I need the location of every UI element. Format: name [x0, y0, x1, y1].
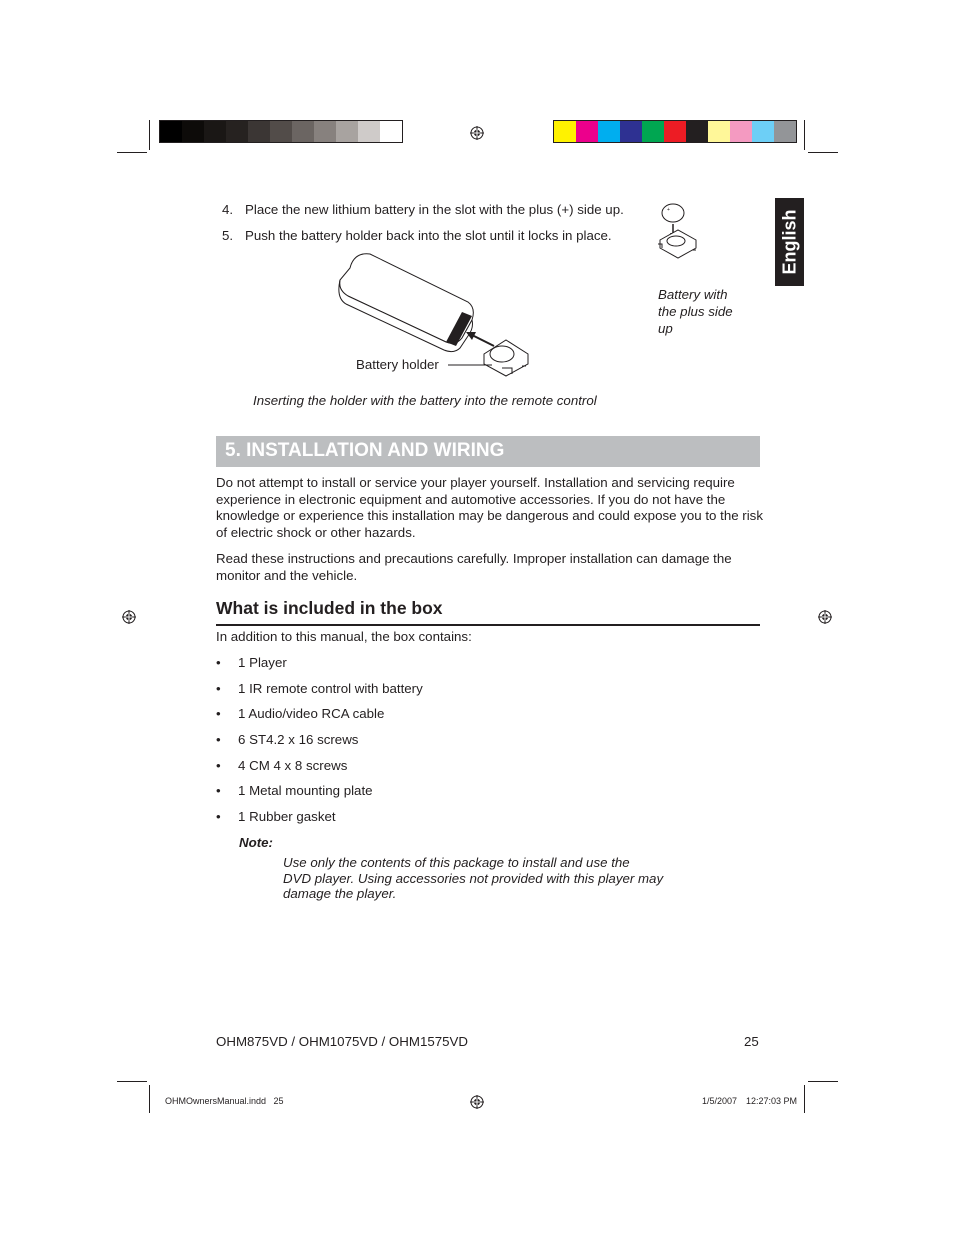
list-item — [216, 681, 423, 696]
color-swatch — [620, 121, 642, 142]
color-swatch — [730, 121, 752, 142]
list-item-text: 1 IR remote control with battery — [238, 681, 423, 696]
svg-text:+: + — [667, 207, 670, 213]
crop-mark — [149, 1085, 150, 1113]
bullet-icon: • — [216, 681, 221, 696]
list-item-text: 1 Rubber gasket — [238, 809, 336, 824]
registration-mark-icon — [122, 610, 136, 624]
color-swatch — [664, 121, 686, 142]
figure-caption: Inserting the holder with the battery into the remote control — [253, 393, 597, 408]
battery-holder-label: Battery holder — [356, 357, 439, 372]
list-item — [216, 783, 373, 798]
color-swatch — [598, 121, 620, 142]
subheading: What is included in the box — [216, 598, 443, 618]
color-swatch — [160, 121, 182, 142]
crop-mark — [808, 152, 838, 153]
section-heading-bar — [216, 436, 760, 467]
subheading-rule — [216, 624, 760, 626]
color-swatch — [270, 121, 292, 142]
language-tab — [775, 198, 804, 286]
list-item — [216, 655, 287, 670]
step-item — [222, 202, 624, 217]
list-item-text: 4 CM 4 x 8 screws — [238, 758, 348, 773]
side-caption-line: Battery with — [658, 287, 728, 302]
bullet-icon: • — [216, 732, 221, 747]
step-text: Place the new lithium battery in the slot with the plus (+) side up. — [245, 202, 624, 217]
side-caption-line: up — [658, 321, 673, 336]
color-swatch — [248, 121, 270, 142]
color-swatch — [708, 121, 730, 142]
registration-mark-icon — [470, 1095, 484, 1109]
crop-mark — [808, 1081, 838, 1082]
list-item-text: 6 ST4.2 x 16 screws — [238, 732, 359, 747]
color-swatch — [774, 121, 796, 142]
note-line: Use only the contents of this package to install and use the — [283, 855, 630, 870]
language-tab-label: English — [779, 209, 799, 275]
color-swatch — [292, 121, 314, 142]
process-color-bar — [553, 120, 797, 143]
crop-mark — [149, 120, 150, 150]
color-swatch — [336, 121, 358, 142]
bullet-icon: • — [216, 758, 221, 773]
bullet-icon: • — [216, 655, 221, 670]
step-number: 5. — [222, 228, 234, 243]
note-label: Note: — [239, 835, 273, 850]
step-text: Push the battery holder back into the slot until it locks in place. — [245, 228, 612, 243]
color-swatch — [686, 121, 708, 142]
list-item — [216, 809, 336, 824]
bullet-icon: • — [216, 783, 221, 798]
crop-mark — [804, 120, 805, 150]
list-item-text: 1 Metal mounting plate — [238, 783, 373, 798]
battery-in-holder-illustration — [652, 200, 702, 262]
registration-mark-icon — [818, 610, 832, 624]
list-item — [216, 732, 358, 747]
list-item — [216, 706, 384, 721]
color-swatch — [576, 121, 598, 142]
page-number: 25 — [744, 1034, 759, 1049]
bullet-icon: • — [216, 809, 221, 824]
color-swatch — [752, 121, 774, 142]
grayscale-color-bar — [159, 120, 403, 143]
color-swatch — [554, 121, 576, 142]
color-swatch — [204, 121, 226, 142]
precaution-paragraph: Read these instructions and precautions carefully. Improper installation can damage the monitor and the vehicle. — [216, 551, 732, 583]
bullet-icon: • — [216, 706, 221, 721]
color-swatch — [358, 121, 380, 142]
step-number: 4. — [222, 202, 234, 217]
color-swatch — [380, 121, 402, 142]
footer-models: OHM875VD / OHM1075VD / OHM1575VD — [216, 1034, 468, 1049]
color-swatch — [314, 121, 336, 142]
side-caption-line: the plus side — [658, 304, 733, 319]
note-line: DVD player. Using accessories not provided with this player may — [283, 870, 664, 886]
color-swatch — [642, 121, 664, 142]
crop-mark — [117, 1081, 147, 1082]
slug-date: 1/5/2007 — [702, 1096, 738, 1106]
list-item — [216, 758, 347, 773]
slug-filename: OHMOwnersManual.indd 25 — [165, 1096, 284, 1106]
section-title: 5. INSTALLATION AND WIRING — [225, 440, 505, 461]
side-caption — [658, 286, 733, 337]
color-swatch — [182, 121, 204, 142]
warning-paragraph: Do not attempt to install or service your player yourself. Installation and servicing require experience in electronic equipment and automotive accessories. If you do not have the knowledge or experience this installation may be dangerous and could expose you to the risk of electric shock or other hazards. — [216, 475, 763, 540]
registration-mark-icon — [470, 126, 484, 140]
crop-mark — [117, 152, 147, 153]
slug-time: 12:27:03 PM — [746, 1096, 798, 1106]
color-swatch — [226, 121, 248, 142]
crop-mark — [804, 1085, 805, 1113]
list-item-text: 1 Audio/video RCA cable — [238, 706, 385, 721]
step-item — [222, 228, 612, 243]
list-item-text: 1 Player — [238, 655, 287, 670]
note-line: damage the player. — [283, 886, 397, 901]
note-text — [283, 855, 663, 902]
intro-text: In addition to this manual, the box contains: — [216, 629, 472, 644]
